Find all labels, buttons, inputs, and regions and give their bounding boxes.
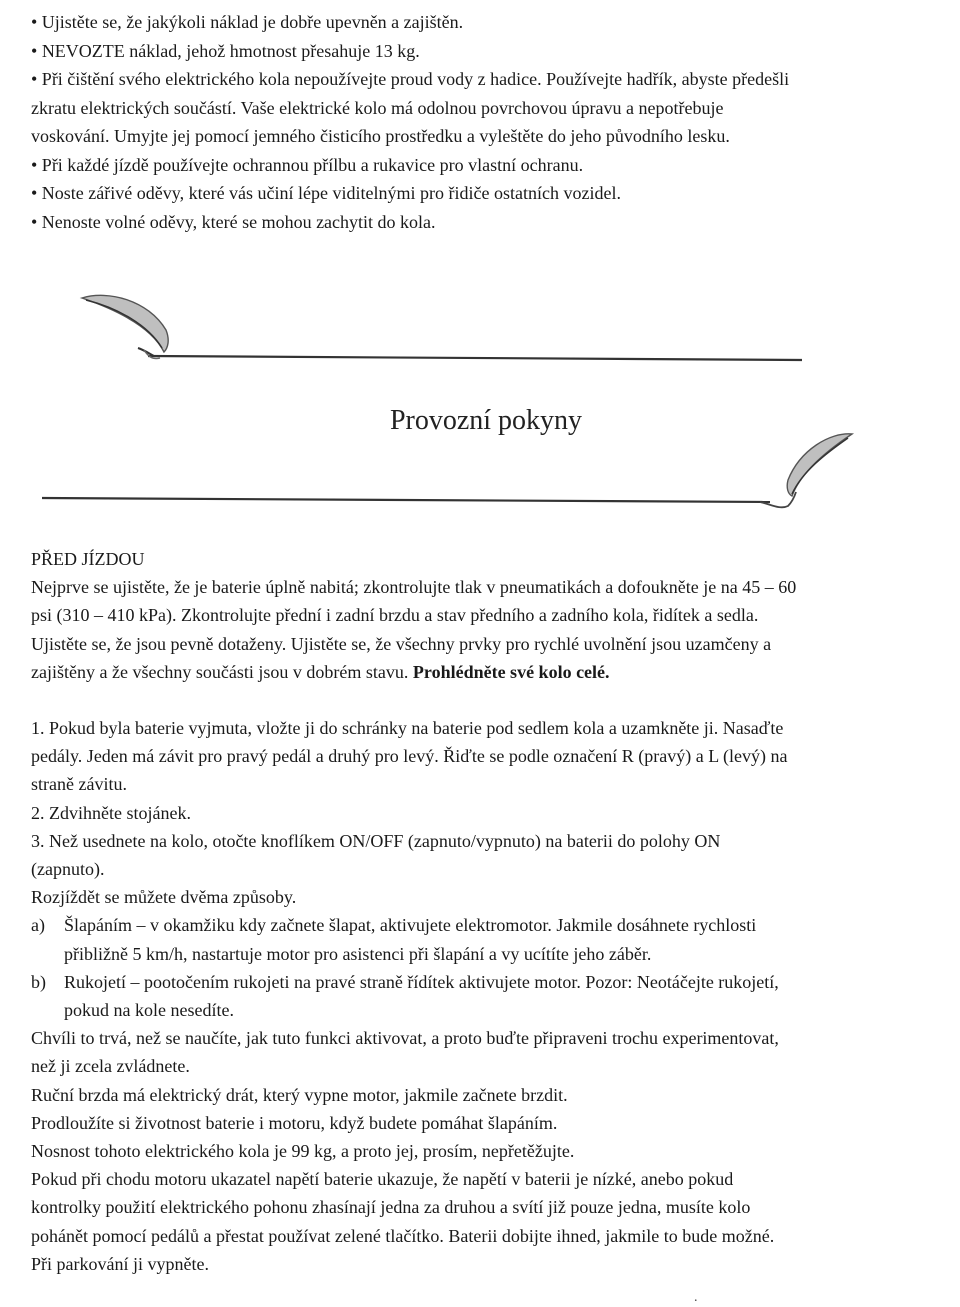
safety-bullet-list bbox=[31, 8, 941, 236]
section-title: Provozní pokyny bbox=[389, 405, 583, 436]
option-b-label: b) bbox=[31, 971, 46, 992]
quill-divider-top bbox=[78, 290, 808, 370]
bullet-item: • Ujistěte se, že jakýkoli náklad je dobře upevněn a zajištěn. bbox=[31, 12, 464, 32]
paragraph-line: Při parkování ji vypněte. bbox=[31, 1253, 209, 1274]
paragraph-text: zajištěny a že všechny součásti jsou v dobrém stavu. bbox=[31, 661, 413, 682]
paragraph-line: Ruční brzda má elektrický drát, který vypne motor, jakmile začnete brzdit. bbox=[31, 1084, 568, 1105]
inspect-bike-emphasis: Prohlédněte své kolo celé. bbox=[412, 661, 610, 682]
option-a-text: Šlapáním – v okamžiku kdy začnete šlapat, aktivujete elektromotor. Jakmile dosáhnete rychlosti bbox=[64, 915, 757, 936]
before-ride-heading: PŘED JÍZDOU bbox=[31, 549, 145, 569]
step-2: 2. Zdvihněte stojánek. bbox=[31, 802, 191, 823]
start-methods-intro: Rozjíždět se můžete dvěma způsoby. bbox=[31, 887, 297, 908]
quill-divider-bottom bbox=[40, 430, 860, 520]
bullet-item: • Nenoste volné oděvy, které se mohou zachytit do kola. bbox=[31, 211, 436, 232]
option-b bbox=[31, 968, 951, 996]
paragraph-line: Nosnost tohoto elektrického kola je 99 kg, a proto jej, prosím, nepřetěžujte. bbox=[31, 1141, 575, 1162]
paragraph-line: Chvíli to trvá, než se naučíte, jak tuto funkci aktivovat, a proto buďte připraveni trochu experimentovat, bbox=[31, 1028, 779, 1049]
bullet-emphasis: NEVOZTE bbox=[41, 40, 125, 61]
paragraph-line: kontrolky použití elektrického pohonu zhasínají jedna za druhou a svítí již pouze jedna, musíte kolo bbox=[31, 1197, 751, 1218]
paragraph-line bbox=[31, 658, 951, 686]
paragraph-line: Nejprve se ujistěte, že je baterie úplně nabitá; zkontrolujte tlak v pneumatikách a dofoukněte je na 45 – 60 bbox=[31, 577, 797, 598]
option-b-text: Rukojetí – pootočením rukojeti na pravé straně řídítek aktivujete motor. Pozor: Neotáčejte rukojetí, bbox=[64, 971, 779, 992]
paragraph-line: Ujistěte se, že jsou pevně dotaženy. Ujistěte se, že všechny prvky pro rychlé uvolnění jsou uzamčeny a bbox=[31, 633, 772, 654]
step-3-line: 3. Než usednete na kolo, otočte knoflíkem ON/OFF (zapnuto/vypnuto) na baterii do polohy ON bbox=[31, 830, 721, 851]
quill-pen-icon bbox=[40, 430, 860, 520]
bullet-item: • Při každé jízdě používejte ochrannou přílbu a rukavice pro vlastní ochranu. bbox=[31, 154, 584, 175]
step-3-line: (zapnuto). bbox=[31, 859, 105, 880]
paragraph-line: Pokud při chodu motoru ukazatel napětí baterie ukazuje, že napětí v baterii je nízké, anebo pokud bbox=[31, 1169, 734, 1190]
paragraph-line: než ji zcela zvládnete. bbox=[31, 1056, 190, 1077]
paragraph-line: psi (310 – 410 kPa). Zkontrolujte přední i zadní brzdu a stav předního a zadního kola, řidítek a sedla. bbox=[31, 605, 759, 626]
bullet-item bbox=[31, 37, 941, 66]
paragraph-line: Prodloužíte si životnost baterie i motoru, když budete pomáhat šlapáním. bbox=[31, 1112, 558, 1133]
spacer bbox=[31, 686, 951, 714]
quill-pen-icon bbox=[78, 290, 808, 370]
bullet-item: • Noste zářivé oděvy, které vás učiní lépe viditelnými pro řidiče ostatních vozidel. bbox=[31, 183, 621, 203]
option-a bbox=[31, 911, 951, 939]
option-a-continuation: přibližně 5 km/h, nastartuje motor pro asistenci při šlapání a vy ucítíte jeho záběr. bbox=[64, 943, 652, 964]
bullet-item-continuation: voskování. Umyjte jej pomocí jemného čisticího prostředku a vyleštěte do jeho původního lesku. bbox=[31, 126, 730, 146]
bullet-rest: náklad, jehož hmotnost přesahuje 13 kg. bbox=[124, 40, 420, 61]
operating-instructions bbox=[31, 545, 951, 1278]
step-1-line: straně závitu. bbox=[31, 774, 127, 795]
paragraph-line: pohánět pomocí pedálů a přestat používat zelené tlačítko. Baterii dobijte ihned, jakmile to bude možné. bbox=[31, 1225, 775, 1246]
footer-mark: . bbox=[694, 1290, 698, 1305]
step-1-line: pedály. Jeden má závit pro pravý pedál a druhý pro levý. Řiďte se podle označení R (pravý) a L (levý) na bbox=[31, 746, 788, 767]
option-b-continuation: pokud na kole nesedíte. bbox=[64, 1000, 234, 1021]
bullet-item: • Při čištění svého elektrického kola nepoužívejte proud vody z hadice. Používejte hadřík, abyste předešli bbox=[31, 69, 790, 89]
bullet-item-continuation: zkratu elektrických součástí. Vaše elektrické kolo má odolnou povrchovou úpravu a nepotřebuje bbox=[31, 97, 724, 118]
bullet-prefix: • bbox=[31, 40, 42, 61]
step-1-line: 1. Pokud byla baterie vyjmuta, vložte ji do schránky na baterie pod sedlem kola a uzamkněte ji. Nasaďte bbox=[31, 718, 784, 739]
option-a-label: a) bbox=[31, 915, 45, 936]
